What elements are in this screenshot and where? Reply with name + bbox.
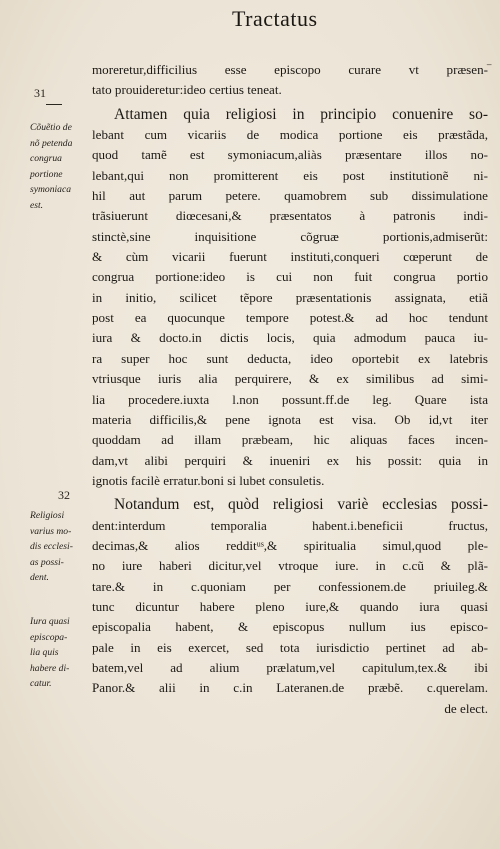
text-line: iura & docto.in dictis locis, quia admodum pauca iu- xyxy=(92,330,488,346)
marginal-note-line: Cõuẽtio de xyxy=(30,122,72,133)
marginal-note-line: Iura quasi xyxy=(30,616,70,627)
marginal-note-line: dent. xyxy=(30,572,49,584)
text-line: tato prouideretur:ideo certius teneat. xyxy=(92,82,282,98)
text-line: dam,vt alibi perquiri & inueniri ex his possit: quia in xyxy=(92,452,488,468)
text-line: dent:interdum temporalia habent.i.beneficii fructus, xyxy=(92,517,488,533)
text-line: stinctè,sine inquisitione cõgruæ portionis,admiserũt: xyxy=(92,228,488,244)
text-line: vtriusque iuris alia perquirere, & ex similibus ad simi- xyxy=(92,371,488,387)
marginal-note-32-religiosi xyxy=(30,508,92,586)
text-line: lia procedere.iuxta l.non possunt.ff.de leg. Quare ista xyxy=(92,391,488,407)
marginal-note-line: dis ecclesi- xyxy=(30,541,73,553)
marginal-note-line: habere di- xyxy=(30,662,70,674)
marginal-note-line: lia quis xyxy=(30,647,59,659)
text-line: de elect. xyxy=(444,700,488,716)
text-line: lebant cum vicariis de modica portione eis præstãda, xyxy=(92,127,488,143)
text-line: lebant,qui non promitterent eis post institutionẽ ni- xyxy=(92,167,488,183)
line-end-mark: ⁻ xyxy=(486,60,493,74)
text-line: ignotis facilè erratur.boni si lubet consuletis. xyxy=(92,472,325,488)
text-line: pale in eis exercet, sed tota iurisdictio pertinet ad ab- xyxy=(92,639,488,655)
marginal-note-line: symoniaca xyxy=(30,184,72,196)
text-line: Attamen quia religiosi in principio conuenire so- xyxy=(114,105,488,123)
text-line: decimas,& alios redditᵘˢ,& spiritualia simul,quod ple- xyxy=(92,537,488,553)
marginal-note-line: varius mo- xyxy=(30,525,72,537)
text-line: episcopalia habent, & episcopus nullum ius episco- xyxy=(92,619,488,635)
text-line: no iure haberi dicitur,vel vtroque iure. in c.cũ & plã- xyxy=(92,558,488,574)
running-head: Tractatus xyxy=(232,6,318,31)
text-line: ra super hoc sunt deducta, ideo oportebit ex latebris xyxy=(92,350,488,366)
marginal-note-line: as possi- xyxy=(30,556,64,568)
marginal-note-line: catur. xyxy=(30,678,52,690)
marginal-note-31 xyxy=(30,120,92,214)
text-line: & cùm vicarii fuerunt instituti,conqueri cœperunt de xyxy=(92,249,488,265)
marginal-number-32: 32 xyxy=(58,488,70,502)
text-line: in initio, scilicet tẽpore præsentationis assignata, etiã xyxy=(92,289,488,305)
marginal-dash-mark xyxy=(46,104,62,105)
marginal-note-line: episcopa- xyxy=(30,631,68,643)
marginal-note-line: congrua xyxy=(30,153,62,165)
marginal-note-line: portione xyxy=(30,168,63,180)
text-line: quod tamẽ est symoniacum,aliàs præsentare illos no- xyxy=(92,147,488,163)
text-line: tunc dicuntur habere pleno iure,& quando iura quasi xyxy=(92,598,488,614)
text-line: trãsiuerunt diœcesani,& præsentatos à patronis indi- xyxy=(92,208,488,224)
main-text-block xyxy=(92,60,488,719)
text-line: Notandum est, quòd religiosi variè ecclesias possi- xyxy=(114,496,488,514)
text-line: quoddam ad illam præbeam, hic aliquas faces incen- xyxy=(92,432,488,448)
text-line: Panor.& alii in c.in Lateranen.de præbẽ. c.querelam. xyxy=(92,680,488,696)
marginal-note-line: est. xyxy=(30,199,44,211)
text-line: tare.& in c.quoniam per confessionem.de priuileg.& xyxy=(92,578,488,594)
marginal-note-line: nõ petenda xyxy=(30,137,73,149)
marginal-note-32-iura xyxy=(30,614,92,692)
text-line: hil aut parum petere. quamobrem sub dissimulatione xyxy=(92,188,488,204)
text-line: moreretur,difficilius esse episcopo curare vt præsen- xyxy=(92,62,488,77)
text-line: materia difficilis,& pene ignota est visa. Ob id,vt iter xyxy=(92,411,488,427)
marginal-note-line: Religiosi xyxy=(30,510,65,521)
text-line: batem,vel ad alium prælatum,vel capitulum,tex.& ibi xyxy=(92,659,488,675)
marginal-number-31: 31 xyxy=(34,86,46,100)
text-line: congrua portione:ideo is cui non fuit congrua portio xyxy=(92,269,488,285)
text-line: post ea quocunque tempore potest.& ad hoc tendunt xyxy=(92,310,488,326)
